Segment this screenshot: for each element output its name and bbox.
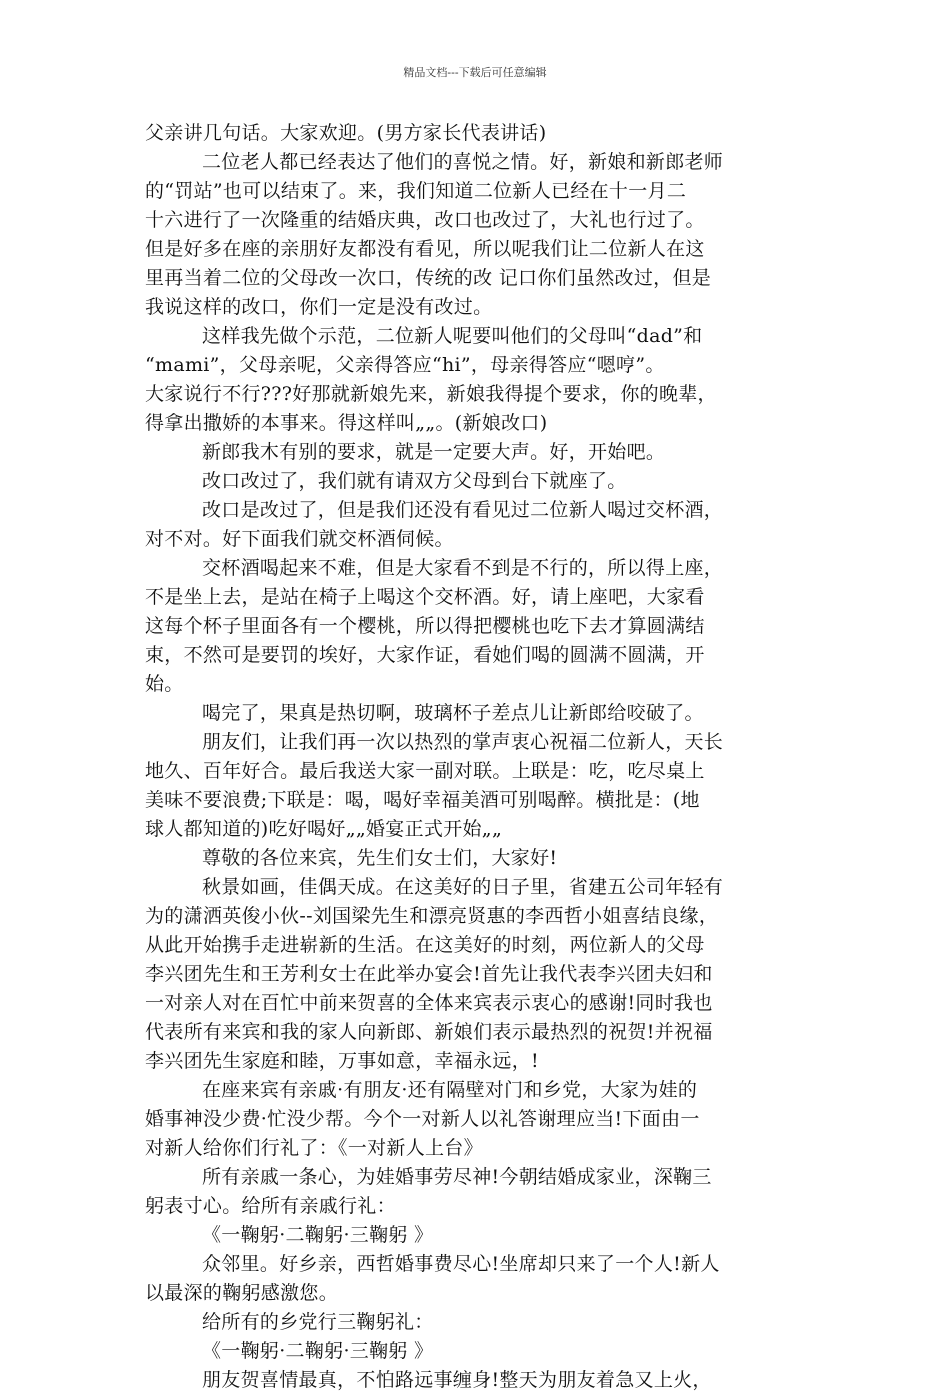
text-line: 尊敬的各位来宾，先生们女士们，大家好! — [202, 847, 558, 869]
text-line: 美味不要浪费;下联是：喝，喝好幸福美酒可别喝醉。横批是：(地 — [145, 789, 700, 811]
text-line: 我说这样的改口，你们一定是没有改过。 — [145, 296, 493, 318]
text-line: 给所有的乡党行三鞠躬礼： — [202, 1311, 434, 1333]
text-line: 朋友贺喜情最真，不怕路远事缠身!整天为朋友着急又上火， — [202, 1369, 712, 1391]
text-line: 一对亲人对在百忙中前来贺喜的全体来宾表示衷心的感谢!同时我也 — [145, 992, 713, 1014]
text-line: 众邻里。好乡亲，西哲婚事费尽心!坐席却只来了一个人!新人 — [202, 1253, 720, 1275]
text-line: 婚事神没少费·忙没少帮。今个一对新人以礼答谢理应当!下面由一 — [145, 1108, 700, 1130]
text-line: 在座来宾有亲戚·有朋友·还有隔壁对门和乡党，大家为娃的 — [202, 1079, 698, 1101]
text-line: 但是好多在座的亲朋好友都没有看见，所以呢我们让二位新人在这 — [145, 238, 705, 260]
text-line: 代表所有来宾和我的家人向新郎、新娘们表示最热烈的祝贺!并祝福 — [145, 1021, 713, 1043]
text-line: 得拿出撒娇的本事来。得这样叫„„。(新娘改口) — [145, 412, 548, 434]
text-line: 改口是改过了，但是我们还没有看见过二位新人喝过交杯酒， — [202, 499, 724, 521]
text-line: 不是坐上去，是站在椅子上喝这个交杯酒。好，请上座吧，大家看 — [145, 586, 705, 608]
text-line: 这每个杯子里面各有一个樱桃，所以得把樱桃也吃下去才算圆满结 — [145, 615, 705, 637]
text-line: 以最深的鞠躬感激您。 — [145, 1282, 339, 1304]
text-line: 新郎我木有别的要求，就是一定要大声。好，开始吧。 — [202, 441, 666, 463]
text-line: 改口改过了，我们就有请双方父母到台下就座了。 — [202, 470, 627, 492]
text-line: 始。 — [145, 673, 184, 695]
text-line: 地久、百年好合。最后我送大家一副对联。上联是：吃，吃尽桌上 — [145, 760, 705, 782]
text-line: 为的潇洒英俊小伙--刘国梁先生和漂亮贤惠的李西哲小姐喜结良缘， — [145, 905, 719, 927]
text-line: 父亲讲几句话。大家欢迎。(男方家长代表讲话) — [145, 122, 547, 144]
text-line: 李兴团先生和王芳利女士在此举办宴会!首先让我代表李兴团夫妇和 — [145, 963, 713, 985]
text-line: 所有亲戚一条心，为娃婚事劳尽神!今朝结婚成家业，深鞠三 — [202, 1166, 712, 1188]
text-line: 的“罚站”也可以结束了。来，我们知道二位新人已经在十一月二 — [145, 180, 687, 202]
text-line: 《一鞠躬·二鞠躬·三鞠躬 》 — [202, 1340, 434, 1362]
document-body — [145, 119, 815, 1395]
text-line: 李兴团先生家庭和睦，万事如意，幸福永远，! — [145, 1050, 539, 1072]
text-line: 对不对。好下面我们就交杯酒伺候。 — [145, 528, 454, 550]
text-line: 二位老人都已经表达了他们的喜悦之情。好，新娘和新郎老师 — [202, 151, 724, 173]
text-line: 喝完了，果真是热切啊，玻璃杯子差点儿让新郎给咬破了。 — [202, 702, 704, 724]
text-line: 躬表寸心。给所有亲戚行礼： — [145, 1195, 396, 1217]
text-line: 交杯酒喝起来不难，但是大家看不到是不行的，所以得上座， — [202, 557, 724, 579]
text-line: 十六进行了一次隆重的结婚庆典，改口也改过了，大礼也行过了。 — [145, 209, 705, 231]
text-line: “mami”，父母亲呢，父亲得答应“hi”，母亲得答应“嗯哼”。 — [145, 354, 665, 376]
text-line: 秋景如画，佳偶天成。在这美好的日子里，省建五公司年轻有 — [202, 876, 724, 898]
text-line: 对新人给你们行礼了：《一对新人上台》 — [145, 1137, 483, 1159]
text-line: 球人都知道的)吃好喝好„„婚宴正式开始„„ — [145, 818, 503, 840]
text-line: 里再当着二位的父母改一次口，传统的改 记口你们虽然改过，但是 — [145, 267, 712, 289]
text-line: 束，不然可是要罚的埃好，大家作证，看她们喝的圆满不圆满，开 — [145, 644, 705, 666]
text-line: 从此开始携手走进崭新的生活。在这美好的时刻，两位新人的父母 — [145, 934, 705, 956]
text-line: 这样我先做个示范，二位新人呢要叫他们的父母叫“dad”和 — [202, 325, 703, 347]
text-line: 大家说行不行???好那就新娘先来，新娘我得提个要求，你的晚辈， — [145, 383, 717, 405]
page-header: 精品文档---下载后可任意编辑 — [403, 66, 547, 79]
text-line: 《一鞠躬·二鞠躬·三鞠躬 》 — [202, 1224, 434, 1246]
text-line: 朋友们，让我们再一次以热烈的掌声衷心祝福二位新人，天长 — [202, 731, 724, 753]
